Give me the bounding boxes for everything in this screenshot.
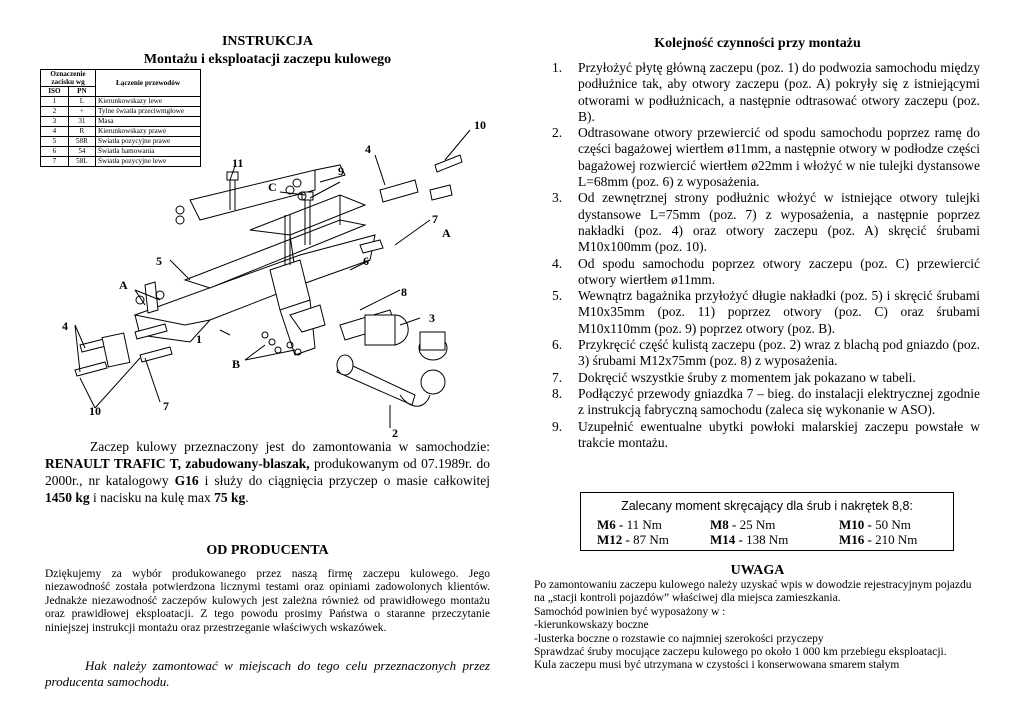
warning-title: UWAGA xyxy=(730,563,785,578)
diagram-label: 8 xyxy=(401,285,407,299)
table-row: 2 + Tylne światła przeciwmgłowe xyxy=(41,107,201,117)
table-row: 3 31 Masa xyxy=(41,117,201,127)
vehicle-name: RENAULT TRAFIC T, zabudowany-blaszak, xyxy=(45,456,310,471)
list-item: 2. Odtrasowane otwory przewiercić od spodu samochodu poprzez ramę do części bagażowej wiertłem ø11mm, a następnie otwory w podłodze części bagażowej rozwiercić wiertłem ø22mm i włożyć w nie tulejki dystansowe L=68mm (poz. 6) z wyposażenia. xyxy=(552,125,980,190)
wiring-group-header: Oznaczenie zacisku wg xyxy=(41,70,96,87)
warning-text: Po zamontowaniu zaczepu kulowego należy uzyskać wpis w dowodzie rejestracyjnym pojazdu na „stacji kontroli pojazdów” właściwej dla miejsca zamieszkania. Samochód powinien być wyposażony w : -kierunkowskazy boczne -lusterka boczne o rozstawie co najmniej szerokości przyczepy Sprawdzać śruby mocujące zaczepu kulowego po około 1 000 km przebiegu eksploatacji. Kula zaczepu musi być utrzymana w czystości i konserwowana smarem stałym xyxy=(534,579,972,672)
torque-item: M10 - 50 Nm xyxy=(839,517,911,532)
mounting-note: Hak należy zamontować w miejscach do tego celu przeznaczonych przez producenta samochodu. xyxy=(45,658,490,689)
wiring-connection-header: Łączenie przewodów xyxy=(96,70,201,97)
diagram-label: 11 xyxy=(232,156,244,170)
table-row: 7 58L Światła pozycyjne lewe xyxy=(41,157,201,167)
torque-item: M12 - 87 Nm xyxy=(597,532,669,547)
assembly-title: Kolejność czynności przy montażu xyxy=(654,36,861,51)
trailer-mass: 1450 kg xyxy=(45,490,90,505)
catalog-number: G16 xyxy=(174,473,199,488)
list-item: 5. Wewnątrz bagażnika przyłożyć długie nakładki (poz. 5) i skręcić śrubami M10x35mm (poz. 11) poprzez otwory (poz. C) oraz śrubami M10x110mm (poz. 9) poprzez otwory (poz. B). xyxy=(552,288,980,336)
wiring-col-iso: ISO xyxy=(41,87,69,97)
exploded-diagram xyxy=(40,110,500,440)
producer-text: Dziękujemy za wybór produkowanego przez naszą firmę zaczepu kulowego. Jego niezawodność została potwierdzona licznymi testami oraz opiniami zadowolonych klientów. Jednakże niezawodność zaczepów kulowych jest zależna również od prawidłowego montażu oraz prawidłowej eksploatacji. Z tego powodu prosimy Państwa o staranne przeczytanie niniejszej instrukcji montażu oraz przestrzeganie właściwych wskazówek. xyxy=(45,568,490,634)
torque-header: Zalecany moment skręcający dla śrub i nakrętek 8,8: xyxy=(621,499,913,513)
diagram-label: 5 xyxy=(156,254,162,268)
torque-item: M14 - 138 Nm xyxy=(710,532,789,547)
table-row: 5 58R Światła pozycyjne prawe xyxy=(41,137,201,147)
diagram-label: 7 xyxy=(163,399,169,413)
table-row: 4 R Kierunkowskazy prawe xyxy=(41,127,201,137)
diagram-label: C xyxy=(268,180,277,194)
diagram-label: 10 xyxy=(89,404,101,418)
diagram-label: 1 xyxy=(196,332,202,346)
diagram-label: A xyxy=(442,226,451,240)
list-item: 9. Uzupełnić ewentualne ubytki powłoki malarskiej zaczepu powstałe w trakcie montażu. xyxy=(552,418,980,450)
left-bolts xyxy=(75,282,172,376)
list-item: 3. Od zewnętrznej strony podłużnic włożyć w istniejące otwory tulejki dystansowe L=75mm (poz. 7) z wyposażenia, a następnie poprzez nakładki (poz. 4) oraz otwory zaczepu (poz. A) skręcić śrubami M10x100mm (poz. 10). xyxy=(552,190,980,255)
assembly-steps xyxy=(548,60,980,451)
torque-item: M16 - 210 Nm xyxy=(839,532,918,547)
producer-title: OD PRODUCENTA xyxy=(206,543,329,558)
table-row: 6 54 Światła hamowania xyxy=(41,147,201,157)
product-description: Zaczep kulowy przeznaczony jest do zamontowania w samochodzie: RENAULT TRAFIC T, zabudowany-blaszak, produkowanym od 07.1989r. do 2000r., nr katalogowy G16 i służy do ciągnięcia przyczep o masie całkowitej 1450 kg i nacisku na kulę max 75 kg. xyxy=(45,439,490,505)
diagram-label: 4 xyxy=(62,319,68,333)
list-item: 4. Od spodu samochodu poprzez otwory zaczepu (poz. C) przewiercić otwory wiertłem ø11mm. xyxy=(552,255,980,287)
wiring-col-pn: PN xyxy=(68,87,95,97)
diagram-label: 9 xyxy=(338,164,344,178)
main-frame xyxy=(135,165,375,355)
document-title: INSTRUKCJA xyxy=(221,34,313,49)
document-subtitle: Montażu i eksploatacji zaczepu kulowego xyxy=(143,52,392,67)
diagram-label: B xyxy=(232,357,241,371)
diagram-label: 4 xyxy=(365,142,371,156)
diagram-label: 2 xyxy=(392,426,398,440)
diagram-label: 7 xyxy=(432,212,438,226)
diagram-label: 6 xyxy=(363,254,369,268)
diagram-label: 10 xyxy=(474,118,486,132)
diagram-label: 3 xyxy=(429,311,435,325)
diagram-label: A xyxy=(119,278,128,292)
torque-item: M6 - 11 Nm xyxy=(597,517,662,532)
list-item: 6. Przykręcić część kulistą zaczepu (poz. 2) wraz z blachą pod gniazdo (poz. 3) śrubami M12x75mm (poz. 8) z wyposażenia. xyxy=(552,337,980,369)
torque-item: M8 - 25 Nm xyxy=(710,517,776,532)
ball-load: 75 kg xyxy=(214,490,246,505)
table-row: 1 L Kierunkowskazy lewe xyxy=(41,97,201,107)
list-item: 1. Przyłożyć płytę główną zaczepu (poz. 1) do podwozia samochodu między podłużnice tak, aby otwory zaczepu (poz. A) pokryły się z istniejącymi otworami w podłużnicach, a następnie odtrasować otwory zaczepu (poz. B). xyxy=(552,60,980,124)
list-item: 8. Podłączyć przewody gniazdka 7 – bieg. do instalacji elektrycznej zgodnie z instrukcją fabryczną samochodu (zaleca się wykonanie w ASO). xyxy=(552,385,980,418)
right-parts xyxy=(337,155,462,406)
torque-table xyxy=(580,492,954,551)
list-item: 7. Dokręcić wszystkie śruby z momentem jak pokazano w tabeli. xyxy=(552,369,916,385)
